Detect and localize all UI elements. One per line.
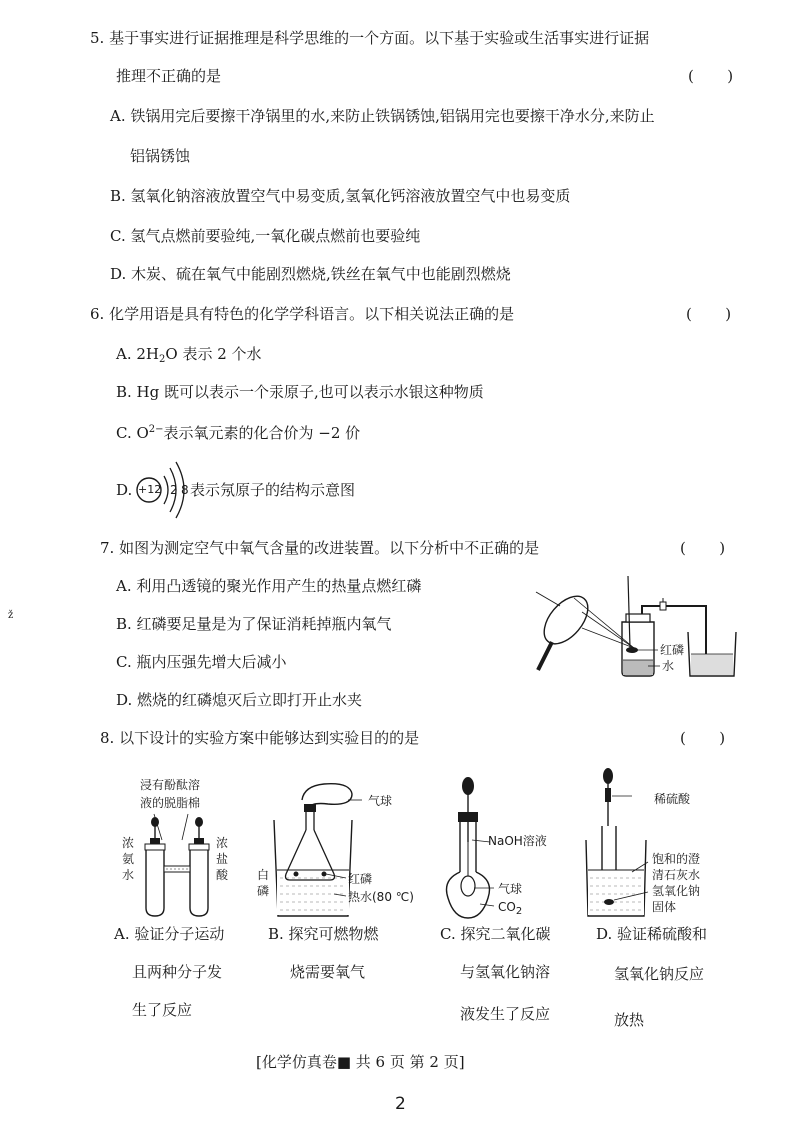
q7-answer-paren: ( ) bbox=[680, 539, 726, 557]
q5-stem-line1: 5. 基于事实进行证据推理是科学思维的一个方面。以下基于实验或生活事实进行证据 bbox=[90, 29, 650, 47]
q8a-label-cotton-2: 液的脱脂棉 bbox=[140, 796, 201, 810]
q8a-caption-2: 且两种分子发 bbox=[132, 963, 223, 981]
q7-apparatus-figure bbox=[530, 572, 750, 692]
q8d-caption-1: D. 验证稀硫酸和 bbox=[596, 925, 708, 943]
q8a-figure bbox=[138, 812, 218, 918]
q8c-caption-3: 液发生了反应 bbox=[460, 1005, 551, 1023]
q5-option-a-line1: A. 铁锅用完后要擦干净锅里的水,来防止铁锅锈蚀,铝锅用完也要擦干净水分,来防止 bbox=[110, 107, 655, 125]
q7-option-d: D. 燃烧的红磷熄灭后立即打开止水夹 bbox=[116, 691, 363, 709]
atom-nucleus-charge: +12 bbox=[138, 483, 162, 496]
q8-stem: 8. 以下设计的实验方案中能够达到实验目的的是 bbox=[100, 729, 420, 747]
q8b-label-hot-water: 热水(80 ℃) bbox=[348, 890, 414, 904]
q8b-label-balloon: 气球 bbox=[368, 794, 393, 808]
q8c-caption-2: 与氢氧化钠溶 bbox=[460, 963, 551, 981]
q8a-label-left-2: 氨 bbox=[122, 852, 135, 866]
q8a-label-cotton-1: 浸有酚酞溶 bbox=[140, 778, 201, 792]
q8a-label-right-3: 酸 bbox=[216, 868, 229, 882]
q7-label-water: 水 bbox=[662, 659, 675, 673]
q8c-caption-1: C. 探究二氧化碳 bbox=[440, 925, 551, 943]
q7-option-c: C. 瓶内压强先增大后减小 bbox=[116, 653, 287, 671]
q7-label-red-phosphorus: 红磷 bbox=[660, 643, 685, 657]
q8b-label-white-1: 白 bbox=[257, 868, 270, 882]
q6-option-a: A. $2H_2O$ 表示 2 个水 bbox=[116, 345, 262, 365]
q8a-label-right-1: 浓 bbox=[216, 836, 229, 850]
q5-option-b: B. 氢氧化钠溶液放置空气中易变质,氢氧化钙溶液放置空气中也易变质 bbox=[110, 187, 571, 205]
q8d-figure bbox=[582, 766, 652, 918]
page-number: 2 bbox=[395, 1094, 406, 1114]
atom-shell-2-count: 8 bbox=[181, 483, 189, 497]
q8a-caption-1: A. 验证分子运动 bbox=[114, 925, 225, 943]
q8c-label-naoh: NaOH溶液 bbox=[488, 834, 547, 848]
q6-option-d-prefix: D. bbox=[116, 481, 133, 499]
q8b-caption-1: B. 探究可燃物燃 bbox=[268, 925, 379, 943]
q8d-label-acid: 稀硫酸 bbox=[654, 792, 691, 806]
q8b-label-white-2: 磷 bbox=[257, 884, 270, 898]
q5-answer-paren: ( ) bbox=[688, 67, 734, 85]
q8d-label-2: 清石灰水 bbox=[652, 868, 701, 882]
page-footer: [化学仿真卷■ 共 6 页 第 2 页] bbox=[256, 1053, 465, 1071]
q8a-label-right-2: 盐 bbox=[216, 852, 229, 866]
q8d-caption-3: 放热 bbox=[614, 1011, 645, 1029]
q8b-label-red-phosphorus: 红磷 bbox=[348, 872, 373, 886]
q8a-label-left-3: 水 bbox=[122, 868, 135, 882]
q6-answer-paren: ( ) bbox=[686, 305, 732, 323]
margin-mark: ž bbox=[8, 610, 14, 621]
q8c-label-balloon: 气球 bbox=[498, 882, 523, 896]
q8a-caption-3: 生了反应 bbox=[132, 1001, 193, 1019]
q8b-caption-2: 烧需要氧气 bbox=[290, 963, 366, 981]
q7-option-a: A. 利用凸透镜的聚光作用产生的热量点燃红磷 bbox=[116, 577, 422, 595]
q6-option-c: C. $O^{2-}$表示氧元素的化合价为 −2 价 bbox=[116, 424, 361, 442]
q5-stem-line2: 推理不正确的是 bbox=[116, 67, 222, 85]
q8a-label-left-1: 浓 bbox=[122, 836, 135, 850]
q7-stem: 7. 如图为测定空气中氧气含量的改进装置。以下分析中不正确的是 bbox=[100, 539, 540, 557]
q6-option-d-text: 表示氖原子的结构示意图 bbox=[190, 481, 356, 499]
q8-answer-paren: ( ) bbox=[680, 729, 726, 747]
q8d-label-4: 固体 bbox=[652, 900, 677, 914]
q5-option-d: D. 木炭、硫在氧气中能剧烈燃烧,铁丝在氧气中也能剧烈燃烧 bbox=[110, 265, 511, 283]
q8c-label-co2: $CO_2$ bbox=[498, 900, 523, 917]
q8d-label-1: 饱和的澄 bbox=[652, 852, 701, 866]
q8d-label-3: 氢氧化钠 bbox=[652, 884, 701, 898]
q6-option-b: B. Hg 既可以表示一个汞原子,也可以表示水银这种物质 bbox=[116, 383, 484, 401]
q5-option-c: C. 氢气点燃前要验纯,一氧化碳点燃前也要验纯 bbox=[110, 227, 421, 245]
q7-option-b: B. 红磷要足量是为了保证消耗掉瓶内氧气 bbox=[116, 615, 392, 633]
q6-stem: 6. 化学用语是具有特色的化学学科语言。以下相关说法正确的是 bbox=[90, 305, 515, 323]
q5-option-a-line2: 铝锅锈蚀 bbox=[130, 147, 191, 165]
atom-shell-1-count: 2 bbox=[170, 483, 178, 497]
q8d-caption-2: 氢氧化钠反应 bbox=[614, 965, 705, 983]
